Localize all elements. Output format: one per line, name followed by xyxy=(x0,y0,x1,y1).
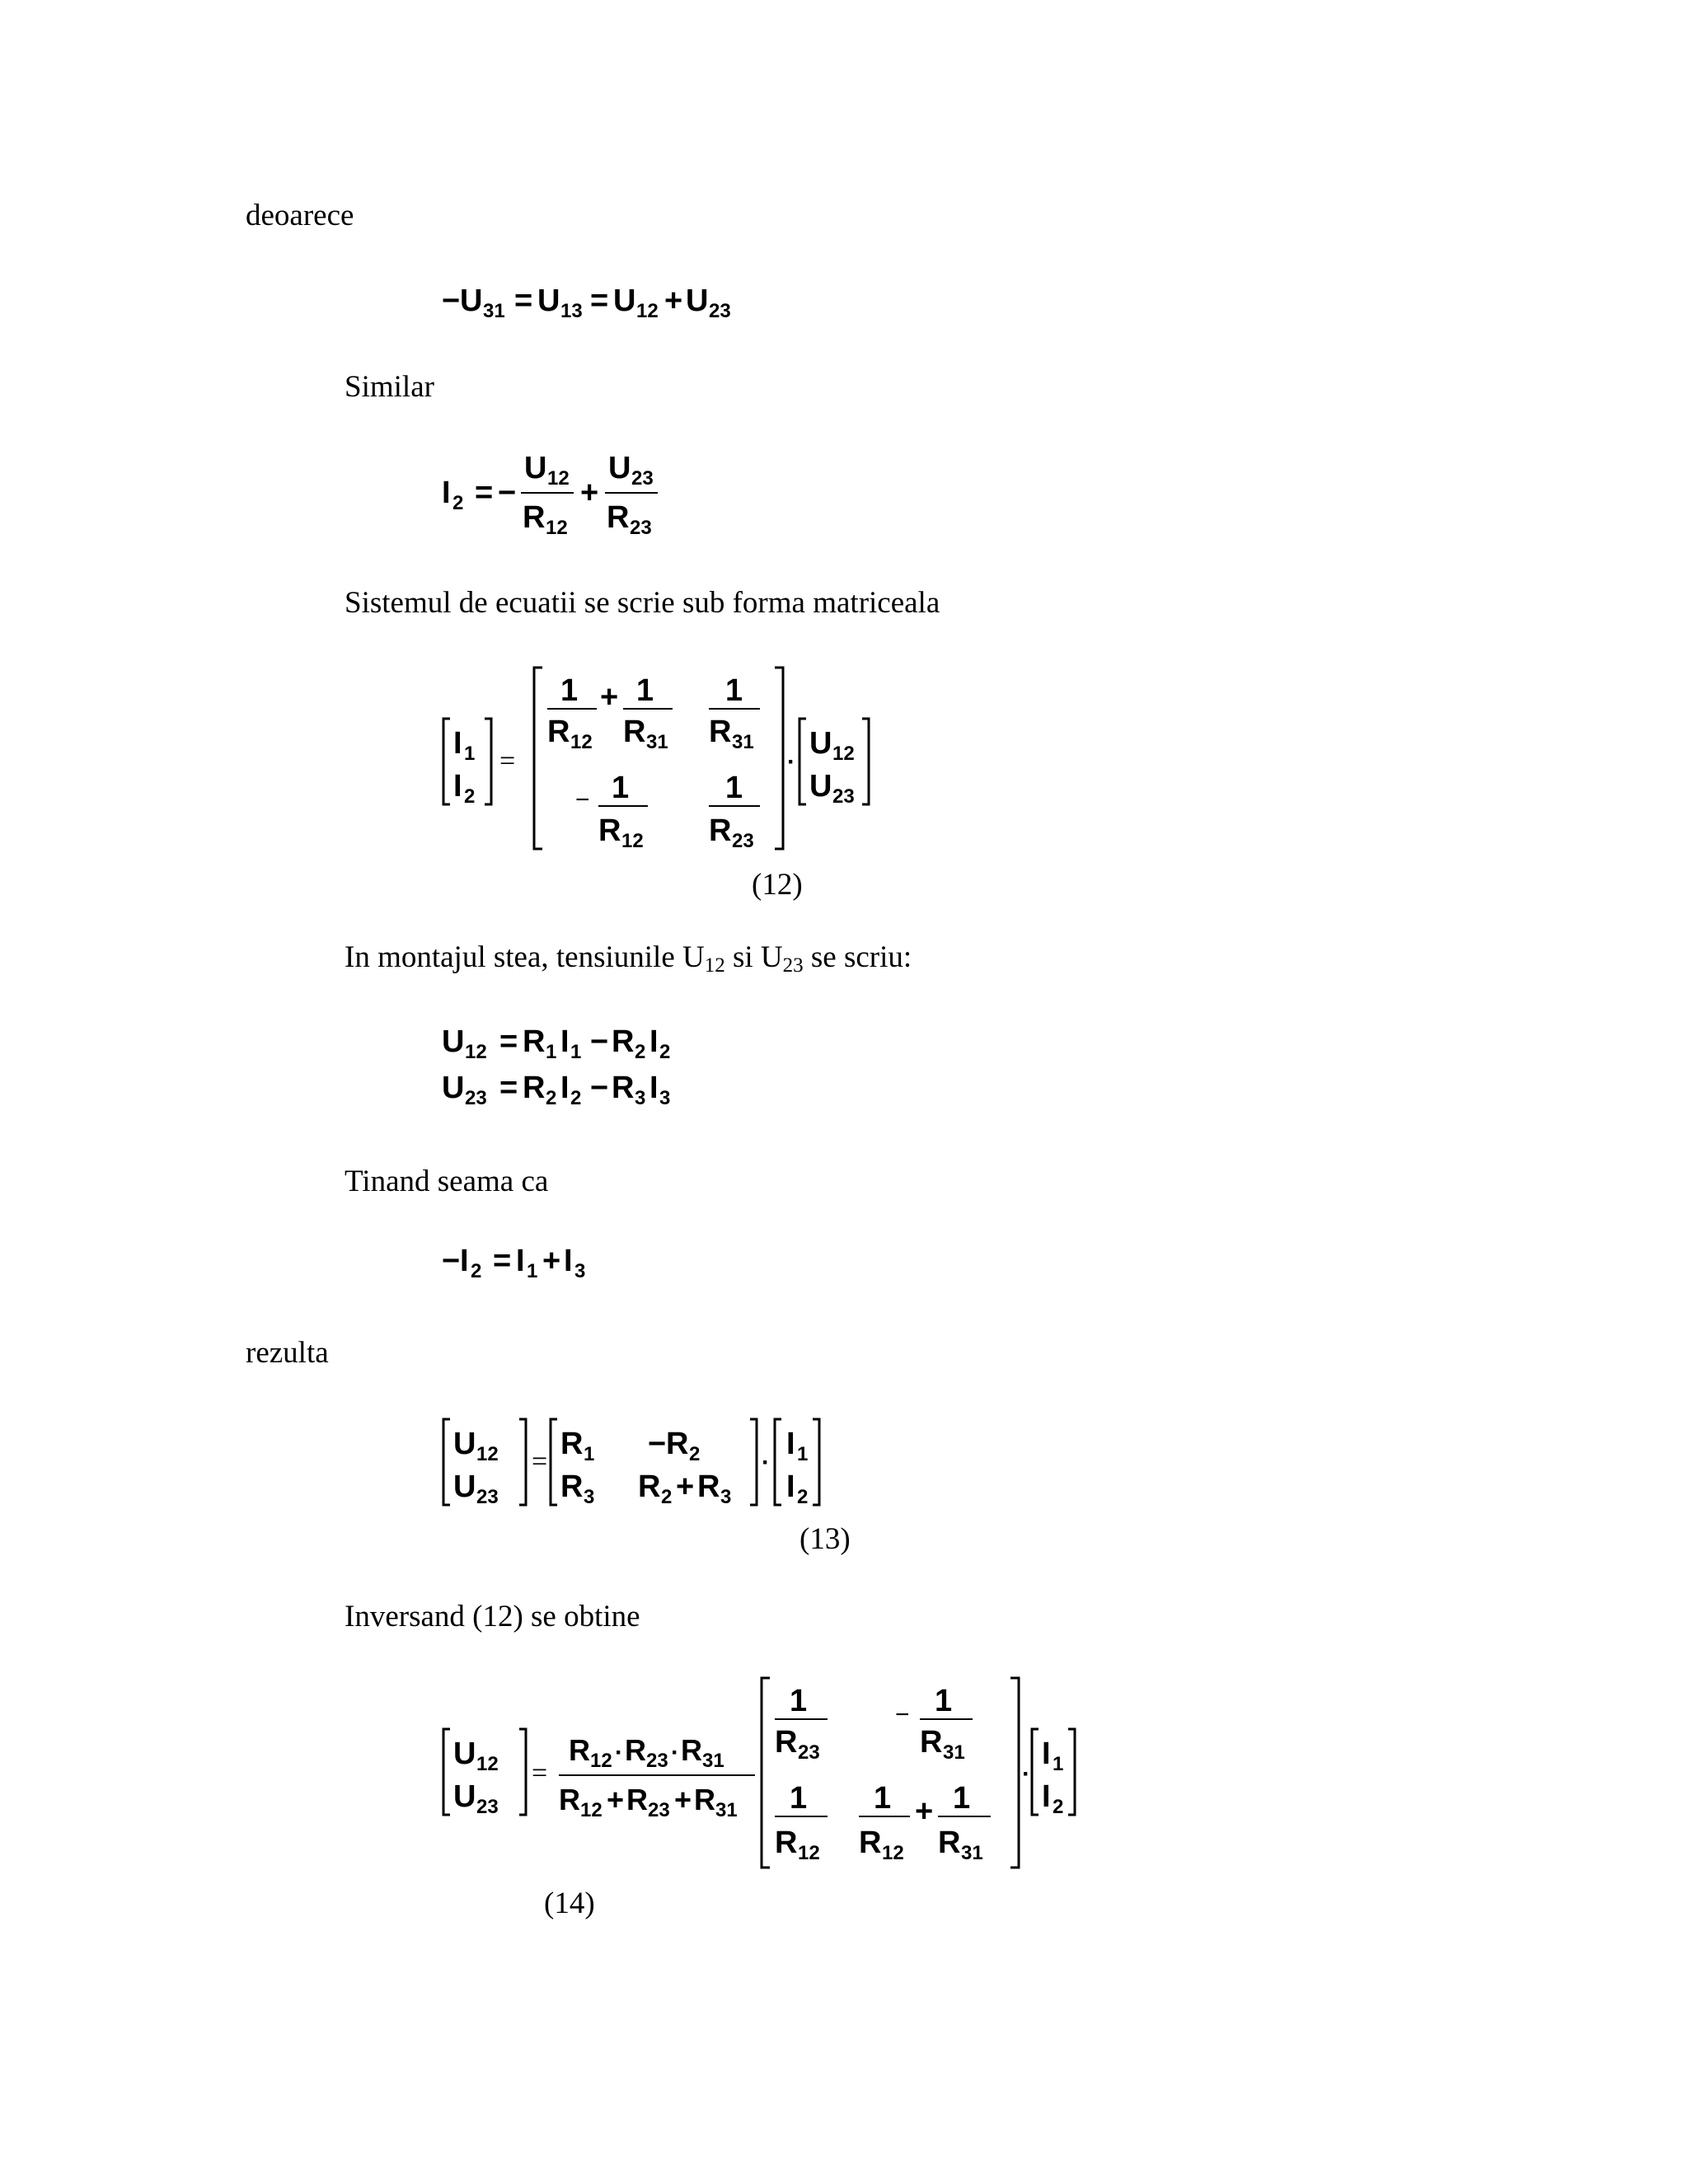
svg-text:I: I xyxy=(453,726,462,761)
svg-text:I: I xyxy=(1042,1736,1051,1771)
svg-text:R: R xyxy=(626,1783,648,1816)
svg-text:U: U xyxy=(453,1469,476,1504)
text-deoarece: deoarece xyxy=(246,199,354,232)
equation-i2 xyxy=(442,445,689,544)
svg-text:R: R xyxy=(709,715,732,749)
svg-text:·: · xyxy=(1022,1760,1030,1788)
svg-text:−: − xyxy=(442,1244,461,1278)
svg-text:12: 12 xyxy=(580,1799,603,1821)
svg-text:31: 31 xyxy=(732,731,754,753)
svg-text:U: U xyxy=(453,1779,476,1814)
svg-text:23: 23 xyxy=(630,517,652,539)
svg-text:2: 2 xyxy=(570,1087,582,1109)
svg-text:1: 1 xyxy=(725,673,743,708)
svg-text:R: R xyxy=(775,1725,798,1760)
svg-text:12: 12 xyxy=(621,830,644,852)
svg-text:1: 1 xyxy=(797,1443,809,1465)
equation-number-12: (12) xyxy=(752,868,803,902)
svg-text:2: 2 xyxy=(452,492,464,514)
svg-text:1: 1 xyxy=(570,1041,582,1063)
svg-text:−: − xyxy=(575,786,590,813)
svg-text:=: = xyxy=(499,1024,518,1059)
svg-text:U: U xyxy=(608,451,631,485)
svg-text:R: R xyxy=(523,1024,546,1059)
svg-text:I: I xyxy=(649,1024,659,1059)
svg-text:3: 3 xyxy=(635,1087,646,1109)
svg-text:+: + xyxy=(915,1794,934,1829)
svg-text:R: R xyxy=(523,500,546,535)
svg-text:R: R xyxy=(560,1427,584,1461)
equation-currents xyxy=(442,1236,623,1286)
svg-text:R: R xyxy=(547,715,570,749)
svg-text:23: 23 xyxy=(798,1741,820,1764)
svg-text:+: + xyxy=(600,680,619,715)
svg-text:R: R xyxy=(625,1733,646,1767)
svg-text:23: 23 xyxy=(476,1796,499,1818)
svg-text:R: R xyxy=(607,500,630,535)
svg-text:2: 2 xyxy=(689,1443,701,1465)
svg-text:31: 31 xyxy=(961,1842,983,1864)
svg-text:U: U xyxy=(453,1427,476,1461)
svg-text:12: 12 xyxy=(832,743,855,765)
svg-text:+: + xyxy=(674,1783,692,1816)
svg-text:2: 2 xyxy=(659,1041,671,1063)
svg-text:+: + xyxy=(664,284,683,318)
svg-text:R: R xyxy=(612,1071,635,1105)
svg-text:2: 2 xyxy=(635,1041,646,1063)
svg-text:I: I xyxy=(786,1469,795,1504)
svg-text:I: I xyxy=(560,1024,570,1059)
svg-text:2: 2 xyxy=(797,1486,809,1508)
svg-text:1: 1 xyxy=(935,1684,953,1718)
equation-number-13: (13) xyxy=(799,1522,851,1556)
svg-text:R: R xyxy=(598,813,621,848)
svg-text:31: 31 xyxy=(483,300,505,322)
svg-text:2: 2 xyxy=(661,1486,673,1508)
svg-text:U: U xyxy=(809,769,832,804)
svg-text:·: · xyxy=(762,1449,770,1476)
svg-text:·: · xyxy=(615,1739,623,1766)
svg-text:R: R xyxy=(697,1469,720,1504)
svg-text:I: I xyxy=(649,1071,659,1105)
svg-text:12: 12 xyxy=(546,517,568,539)
svg-text:2: 2 xyxy=(471,1260,482,1282)
svg-text:U: U xyxy=(613,284,636,318)
svg-text:31: 31 xyxy=(646,731,668,753)
svg-text:R: R xyxy=(666,1427,689,1461)
svg-text:R: R xyxy=(638,1469,661,1504)
svg-text:U: U xyxy=(809,726,832,761)
svg-text:12: 12 xyxy=(636,300,659,322)
matrix-equation-14 xyxy=(437,1670,1088,1876)
svg-text:12: 12 xyxy=(465,1041,487,1063)
matrix-equation-13 xyxy=(437,1409,849,1516)
svg-text:23: 23 xyxy=(465,1087,487,1109)
svg-text:1: 1 xyxy=(527,1260,538,1282)
svg-text:R: R xyxy=(938,1825,961,1860)
svg-text:·: · xyxy=(787,748,795,776)
svg-text:I: I xyxy=(460,1244,469,1278)
equation-u31 xyxy=(442,276,755,326)
svg-text:I: I xyxy=(786,1427,795,1461)
svg-text:U: U xyxy=(442,1071,465,1105)
svg-text:−: − xyxy=(648,1427,667,1461)
svg-text:1: 1 xyxy=(953,1781,971,1816)
svg-text:12: 12 xyxy=(570,731,593,753)
svg-text:+: + xyxy=(676,1469,695,1504)
text-sistemul: Sistemul de ecuatii se scrie sub forma matriceala xyxy=(345,586,940,620)
svg-text:I: I xyxy=(516,1244,525,1278)
svg-text:+: + xyxy=(607,1783,625,1816)
svg-text:1: 1 xyxy=(612,771,630,805)
svg-text:31: 31 xyxy=(702,1750,724,1772)
svg-text:2: 2 xyxy=(464,785,476,808)
svg-text:=: = xyxy=(590,284,609,318)
svg-text:=: = xyxy=(532,1758,548,1788)
svg-text:R: R xyxy=(709,813,732,848)
svg-text:23: 23 xyxy=(646,1750,668,1772)
svg-text:−: − xyxy=(498,476,517,510)
equation-number-14: (14) xyxy=(544,1886,595,1920)
svg-text:+: + xyxy=(580,476,599,510)
svg-text:I: I xyxy=(1042,1779,1051,1814)
svg-text:R: R xyxy=(560,1469,584,1504)
svg-text:1: 1 xyxy=(874,1781,892,1816)
svg-text:I: I xyxy=(442,476,451,510)
svg-text:+: + xyxy=(542,1244,561,1278)
text-montaj: In montajul stea, tensiunile $U_{12}$ si $U_{23}$ se scriu: xyxy=(345,940,912,977)
svg-text:−: − xyxy=(442,284,461,318)
svg-text:1: 1 xyxy=(790,1684,808,1718)
svg-text:=: = xyxy=(499,746,516,776)
svg-text:−: − xyxy=(895,1701,910,1728)
svg-text:12: 12 xyxy=(590,1750,612,1772)
svg-text:1: 1 xyxy=(464,743,476,765)
svg-text:=: = xyxy=(514,284,533,318)
svg-text:−: − xyxy=(590,1024,609,1059)
svg-text:1: 1 xyxy=(790,1781,808,1816)
svg-text:1: 1 xyxy=(584,1443,595,1465)
svg-text:1: 1 xyxy=(560,673,579,708)
svg-text:R: R xyxy=(859,1825,882,1860)
svg-text:23: 23 xyxy=(476,1486,499,1508)
svg-text:=: = xyxy=(493,1244,512,1278)
svg-text:12: 12 xyxy=(476,1753,499,1775)
svg-text:R: R xyxy=(569,1733,590,1767)
svg-text:R: R xyxy=(559,1783,580,1816)
svg-text:12: 12 xyxy=(798,1842,820,1864)
svg-text:13: 13 xyxy=(560,300,583,322)
svg-text:1: 1 xyxy=(725,771,743,805)
svg-text:U: U xyxy=(686,284,709,318)
equation-star-voltages xyxy=(442,1019,706,1118)
svg-text:23: 23 xyxy=(709,300,731,322)
svg-text:31: 31 xyxy=(943,1741,965,1764)
svg-text:R: R xyxy=(775,1825,798,1860)
svg-text:23: 23 xyxy=(631,467,654,490)
svg-text:=: = xyxy=(532,1446,548,1477)
text-rezulta: rezulta xyxy=(246,1336,329,1370)
svg-text:3: 3 xyxy=(574,1260,586,1282)
svg-text:12: 12 xyxy=(882,1842,904,1864)
text-inversand: Inversand (12) se obtine xyxy=(345,1600,640,1633)
matrix-equation-12 xyxy=(437,659,898,857)
svg-text:12: 12 xyxy=(476,1443,499,1465)
svg-text:·: · xyxy=(671,1739,679,1766)
svg-text:R: R xyxy=(920,1725,943,1760)
svg-text:U: U xyxy=(442,1024,465,1059)
svg-text:R: R xyxy=(523,1071,546,1105)
svg-text:I: I xyxy=(560,1071,570,1105)
svg-text:R: R xyxy=(612,1024,635,1059)
svg-text:R: R xyxy=(694,1783,715,1816)
svg-text:=: = xyxy=(499,1071,518,1105)
text-similar: Similar xyxy=(345,370,434,404)
svg-text:2: 2 xyxy=(1053,1796,1064,1818)
svg-text:1: 1 xyxy=(636,673,654,708)
text-tinand: Tinand seama ca xyxy=(345,1165,549,1198)
svg-text:I: I xyxy=(453,769,462,804)
svg-text:1: 1 xyxy=(1053,1753,1064,1775)
svg-text:1: 1 xyxy=(546,1041,557,1063)
svg-text:U: U xyxy=(524,451,547,485)
svg-text:12: 12 xyxy=(547,467,570,490)
svg-text:23: 23 xyxy=(832,785,855,808)
svg-text:=: = xyxy=(475,476,494,510)
svg-text:3: 3 xyxy=(720,1486,732,1508)
svg-text:U: U xyxy=(537,284,560,318)
svg-text:U: U xyxy=(453,1736,476,1771)
svg-text:R: R xyxy=(681,1733,702,1767)
svg-text:U: U xyxy=(460,284,483,318)
svg-text:−: − xyxy=(590,1071,609,1105)
svg-text:3: 3 xyxy=(659,1087,671,1109)
svg-text:2: 2 xyxy=(546,1087,557,1109)
svg-text:R: R xyxy=(623,715,646,749)
svg-text:23: 23 xyxy=(732,830,754,852)
svg-text:3: 3 xyxy=(584,1486,595,1508)
svg-text:31: 31 xyxy=(715,1799,738,1821)
svg-text:I: I xyxy=(564,1244,573,1278)
svg-text:23: 23 xyxy=(648,1799,670,1821)
